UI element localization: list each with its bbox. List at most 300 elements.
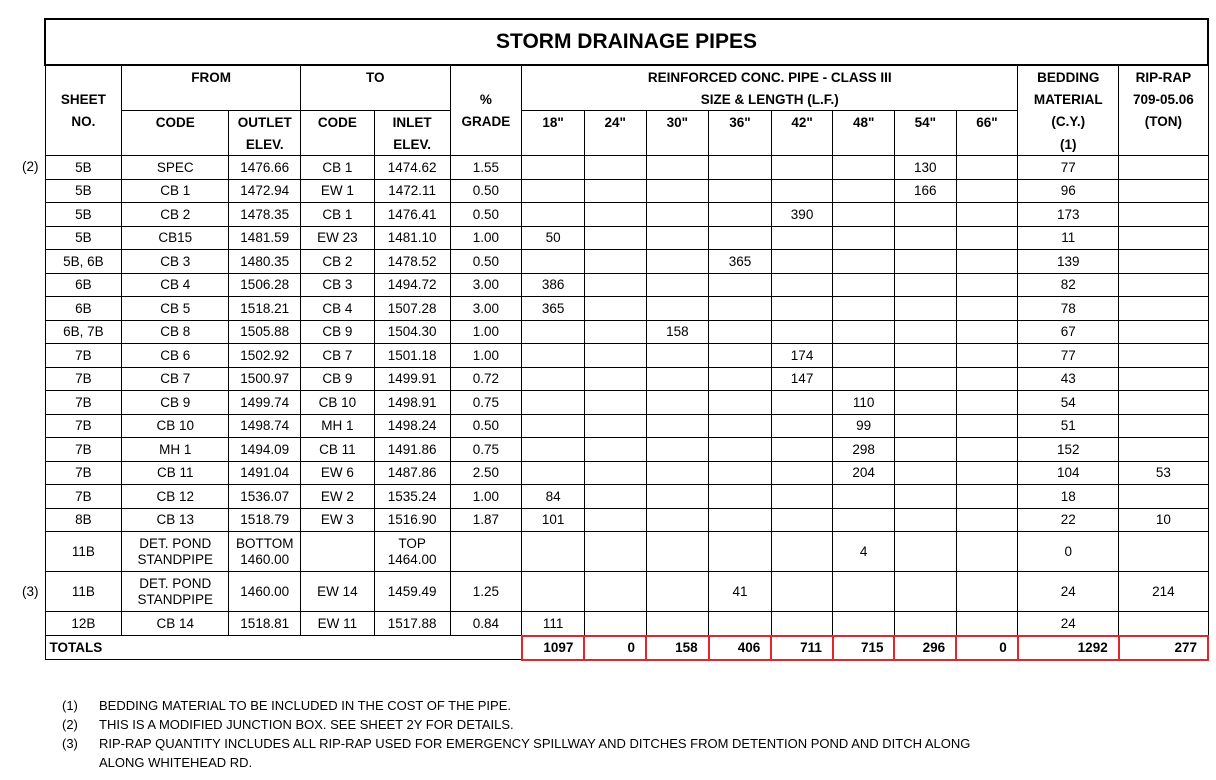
row-marker: (3) [22,583,39,599]
from-code-cell: CB 14 [122,612,229,636]
pipe-length-30 [646,250,709,274]
to-code-cell: CB 1 [301,156,375,180]
to-code-cell: CB 10 [301,391,375,415]
header-riprap-2: 709-05.06 [1119,88,1208,111]
pipe-length-18 [522,414,585,438]
sheet-cell: 11B [45,532,122,572]
pipe-length-54 [894,612,956,636]
table-row [45,297,1208,321]
table-row [45,156,1208,180]
bedding-cell: 18 [1018,485,1119,509]
cell-line: BOTTOM [235,535,294,551]
from-code-cell: CB 3 [122,250,229,274]
pipe-length-54 [894,297,956,321]
pipe-length-18: 101 [522,508,585,532]
sheet-cell: 5B [45,203,122,227]
pipe-length-18 [522,179,585,203]
footnote [62,696,970,715]
bedding-cell: 139 [1018,250,1119,274]
pipe-length-42 [771,250,833,274]
header-size-blank [709,133,772,156]
pipe-length-48: 4 [833,532,895,572]
pipe-length-66 [956,572,1018,612]
outlet-elev-cell: 1460.00 [229,572,301,612]
header-size-36: 36" [709,111,772,134]
to-code-cell: EW 23 [301,226,375,250]
inlet-elev-cell: 1481.10 [374,226,450,250]
pipe-length-48 [833,273,895,297]
pipe-length-66 [956,273,1018,297]
pipe-length-42 [771,572,833,612]
sheet-cell: 8B [45,508,122,532]
inlet-elev-cell: 1498.91 [374,391,450,415]
pipe-length-30 [646,438,709,462]
to-code-cell: CB 7 [301,344,375,368]
pipe-length-66 [956,226,1018,250]
outlet-elev-cell: 1536.07 [229,485,301,509]
header-riprap-3: (TON) [1119,111,1208,134]
row-marker: (2) [22,159,39,175]
header-size-24: 24" [584,111,646,134]
pipe-length-48 [833,572,895,612]
pipe-length-42 [771,438,833,462]
pipe-length-24 [584,438,646,462]
pipe-length-48 [833,250,895,274]
pipe-length-54 [894,250,956,274]
outlet-elev-cell: 1500.97 [229,367,301,391]
pipe-length-42 [771,226,833,250]
grade-cell: 3.00 [450,273,522,297]
pipe-length-42 [771,391,833,415]
from-code-cell: CB 11 [122,461,229,485]
from-code-cell: CB 7 [122,367,229,391]
header-bedding-2: MATERIAL [1018,88,1119,111]
sheet-cell: 7B [45,461,122,485]
pipe-length-48 [833,226,895,250]
table-row [45,391,1208,415]
from-code-cell: CB 8 [122,320,229,344]
table-row [45,344,1208,368]
pipe-length-36 [709,508,772,532]
outlet-elev-cell: 1518.79 [229,508,301,532]
sheet-cell: 5B [45,226,122,250]
from-code-cell: CB 6 [122,344,229,368]
footnote-text: RIP-RAP QUANTITY INCLUDES ALL RIP-RAP USED FOR EMERGENCY SPILLWAY AND DITCHES FROM DETENTION POND AND DITCH ALONG [99,736,971,751]
grade-cell: 2.50 [450,461,522,485]
cell-line: TOP [398,535,426,551]
to-code-cell: CB 11 [301,438,375,462]
pipe-length-30: 158 [646,320,709,344]
footnote [62,734,970,753]
table-row [45,572,1208,612]
pipe-length-48 [833,203,895,227]
pipe-length-48 [833,179,895,203]
header-size-30: 30" [646,111,709,134]
pipe-length-42: 390 [771,203,833,227]
pipe-length-36 [709,391,772,415]
pipe-length-36 [709,532,772,572]
pipe-length-18: 386 [522,273,585,297]
pipe-length-42 [771,179,833,203]
pipe-length-36 [709,320,772,344]
grade-cell [450,532,522,572]
table-row [45,508,1208,532]
header-size-66: 66" [956,111,1018,134]
outlet-elev-cell: 1502.92 [229,344,301,368]
pipe-length-42: 147 [771,367,833,391]
pipe-length-54 [894,273,956,297]
pipe-length-54 [894,572,956,612]
cell-line: DET. POND [139,535,212,551]
footnote [62,715,970,734]
riprap-cell [1119,156,1208,180]
header-riprap-1: RIP-RAP [1119,65,1208,88]
pipe-length-24 [584,250,646,274]
cell-line: STANDPIPE [137,551,214,567]
riprap-cell [1119,438,1208,462]
grade-cell: 1.00 [450,320,522,344]
pipe-length-66 [956,485,1018,509]
total-36: 406 [709,636,772,660]
inlet-elev-cell: 1474.62 [374,156,450,180]
table-row [45,226,1208,250]
pipe-length-18 [522,572,585,612]
pipe-length-48 [833,156,895,180]
header-size-54: 54" [894,111,956,134]
inlet-elev-cell: 1476.41 [374,203,450,227]
from-code-cell: CB 5 [122,297,229,321]
pipe-length-36 [709,297,772,321]
to-code-cell: EW 14 [301,572,375,612]
pipe-length-66 [956,461,1018,485]
pipe-length-18 [522,344,585,368]
grade-cell: 1.87 [450,508,522,532]
riprap-cell [1119,320,1208,344]
grade-cell: 1.00 [450,485,522,509]
header-riprap-blank [1119,133,1208,156]
total-24: 0 [584,636,646,660]
riprap-cell [1119,250,1208,274]
pipe-length-30 [646,485,709,509]
cell-line: DET. POND [139,575,212,591]
pipe-length-24 [584,297,646,321]
bedding-cell: 173 [1018,203,1119,227]
header-outlet-elev: ELEV. [229,133,301,156]
sheet-cell: 6B [45,297,122,321]
pipe-length-42: 174 [771,344,833,368]
from-code-cell: CB 12 [122,485,229,509]
pipe-length-54 [894,203,956,227]
pipe-length-36 [709,461,772,485]
bedding-cell: 0 [1018,532,1119,572]
grade-cell: 0.50 [450,179,522,203]
bedding-cell: 78 [1018,297,1119,321]
header-no: NO. [45,111,122,134]
pipe-length-42 [771,485,833,509]
riprap-cell [1119,414,1208,438]
header-rcp-line2: SIZE & LENGTH (L.F.) [522,88,1018,111]
pipe-length-48 [833,320,895,344]
outlet-elev-cell: 1472.94 [229,179,301,203]
footnote-number: (1) [62,698,78,713]
pipe-length-66 [956,297,1018,321]
inlet-elev-cell: 1494.72 [374,273,450,297]
grade-cell: 0.50 [450,203,522,227]
riprap-cell [1119,485,1208,509]
pipe-length-66 [956,156,1018,180]
footnote-number: (3) [62,736,78,751]
header-from-code: CODE [122,111,229,134]
pipe-length-30 [646,572,709,612]
footnote-text: THIS IS A MODIFIED JUNCTION BOX. SEE SHEET 2Y FOR DETAILS. [99,717,514,732]
riprap-cell: 214 [1119,572,1208,612]
pipe-length-48 [833,508,895,532]
inlet-elev-cell [374,532,450,572]
from-code-cell: CB 9 [122,391,229,415]
header-percent: % [450,88,522,111]
pipe-length-24 [584,156,646,180]
inlet-elev-cell: 1498.24 [374,414,450,438]
pipe-length-48 [833,367,895,391]
to-code-cell: CB 9 [301,367,375,391]
pipe-length-66 [956,367,1018,391]
outlet-elev-cell: 1494.09 [229,438,301,462]
pipe-length-36: 41 [709,572,772,612]
pipe-length-24 [584,367,646,391]
pipe-length-36 [709,438,772,462]
pipe-length-30 [646,508,709,532]
total-18: 1097 [522,636,585,660]
bedding-cell: 24 [1018,612,1119,636]
header-inlet: INLET [374,111,450,134]
pipe-length-30 [646,179,709,203]
table-row [45,203,1208,227]
to-code-cell: CB 1 [301,203,375,227]
header-size-blank [956,133,1018,156]
pipe-length-54 [894,226,956,250]
pipe-length-66 [956,344,1018,368]
pipe-length-48: 110 [833,391,895,415]
bedding-cell: 77 [1018,344,1119,368]
header-grade-blank-2 [450,133,522,156]
header-to-code-blank [301,133,375,156]
pipe-length-54 [894,532,956,572]
pipe-length-18 [522,156,585,180]
bedding-cell: 96 [1018,179,1119,203]
pipe-length-24 [584,485,646,509]
to-code-cell: EW 1 [301,179,375,203]
total-48: 715 [833,636,895,660]
inlet-elev-cell: 1517.88 [374,612,450,636]
inlet-elev-cell: 1459.49 [374,572,450,612]
pipe-length-42 [771,414,833,438]
header-size-48: 48" [833,111,895,134]
sheet-cell: 6B, 7B [45,320,122,344]
outlet-elev-cell: 1499.74 [229,391,301,415]
bedding-cell: 82 [1018,273,1119,297]
pipe-length-24 [584,612,646,636]
pipe-length-66 [956,203,1018,227]
pipe-length-36 [709,485,772,509]
sheet-cell: 5B [45,156,122,180]
table-row [45,438,1208,462]
pipe-length-18 [522,438,585,462]
bedding-cell: 22 [1018,508,1119,532]
bedding-cell: 152 [1018,438,1119,462]
from-code-cell: CB 2 [122,203,229,227]
pipe-length-24 [584,203,646,227]
from-code-cell: CB15 [122,226,229,250]
riprap-cell [1119,344,1208,368]
footnotes [62,696,970,772]
outlet-elev-cell: 1505.88 [229,320,301,344]
storm-drainage-sheet [44,18,1209,661]
outlet-elev-cell: 1480.35 [229,250,301,274]
pipe-length-54: 166 [894,179,956,203]
sheet-cell: 5B [45,179,122,203]
pipe-length-54 [894,320,956,344]
sheet-cell: 12B [45,612,122,636]
pipe-length-48 [833,297,895,321]
pipe-length-24 [584,461,646,485]
from-code-cell [122,532,229,572]
pipe-length-54 [894,344,956,368]
totals-row [45,636,1208,660]
sheet-cell: 7B [45,367,122,391]
bedding-cell: 77 [1018,156,1119,180]
pipe-length-30 [646,156,709,180]
pipe-length-18 [522,320,585,344]
pipe-length-48: 298 [833,438,895,462]
outlet-elev-cell: 1481.59 [229,226,301,250]
cell-line: STANDPIPE [137,591,214,607]
pipe-length-66 [956,532,1018,572]
grade-cell: 1.00 [450,344,522,368]
pipe-length-30 [646,414,709,438]
from-code-cell: CB 10 [122,414,229,438]
pipe-length-18: 365 [522,297,585,321]
pipe-length-66 [956,320,1018,344]
pipe-length-42 [771,273,833,297]
grade-cell: 0.50 [450,250,522,274]
total-bedding: 1292 [1018,636,1119,660]
header-outlet: OUTLET [229,111,301,134]
header-size-42: 42" [771,111,833,134]
to-code-cell: EW 11 [301,612,375,636]
header-to: TO [301,65,451,88]
inlet-elev-cell: 1472.11 [374,179,450,203]
riprap-cell [1119,367,1208,391]
pipe-length-48: 204 [833,461,895,485]
table-row [45,250,1208,274]
outlet-elev-cell: 1478.35 [229,203,301,227]
footnote-number: (2) [62,717,78,732]
pipe-length-66 [956,612,1018,636]
bedding-cell: 24 [1018,572,1119,612]
header-no-blank [45,133,122,156]
total-54: 296 [894,636,956,660]
header-grade-blank [450,65,522,88]
bedding-cell: 54 [1018,391,1119,415]
inlet-elev-cell: 1535.24 [374,485,450,509]
header-to-blank [301,88,451,111]
grade-cell: 0.72 [450,367,522,391]
grade-cell: 0.75 [450,391,522,415]
sheet-cell: 6B [45,273,122,297]
total-riprap: 277 [1119,636,1208,660]
inlet-elev-cell: 1504.30 [374,320,450,344]
pipe-length-66 [956,414,1018,438]
pipe-length-36 [709,156,772,180]
total-66: 0 [956,636,1018,660]
header-sheet-blank [45,65,122,88]
outlet-elev-cell: 1518.81 [229,612,301,636]
storm-drainage-table [44,18,1209,661]
pipe-length-36 [709,226,772,250]
grade-cell: 0.50 [450,414,522,438]
header-from: FROM [122,65,301,88]
pipe-length-36 [709,179,772,203]
to-code-cell: EW 2 [301,485,375,509]
total-42: 711 [771,636,833,660]
pipe-length-24 [584,508,646,532]
pipe-length-24 [584,179,646,203]
pipe-length-36 [709,273,772,297]
from-code-cell: CB 13 [122,508,229,532]
table-row [45,461,1208,485]
header-rcp-line1: REINFORCED CONC. PIPE - CLASS III [522,65,1018,88]
header-bedding-3: (C.Y.) [1018,111,1119,134]
pipe-length-54 [894,508,956,532]
table-row [45,320,1208,344]
grade-cell: 1.00 [450,226,522,250]
pipe-length-66 [956,438,1018,462]
pipe-length-24 [584,344,646,368]
from-code-cell: CB 1 [122,179,229,203]
header-size-blank [771,133,833,156]
pipe-length-66 [956,250,1018,274]
outlet-elev-cell: 1476.66 [229,156,301,180]
sheet-cell: 7B [45,344,122,368]
pipe-length-42 [771,532,833,572]
outlet-elev-cell: 1518.21 [229,297,301,321]
header-grade: GRADE [450,111,522,134]
table-row [45,367,1208,391]
pipe-length-30 [646,203,709,227]
to-code-cell [301,532,375,572]
riprap-cell [1119,273,1208,297]
pipe-length-42 [771,508,833,532]
bedding-cell: 67 [1018,320,1119,344]
riprap-cell: 53 [1119,461,1208,485]
pipe-length-18 [522,532,585,572]
pipe-length-30 [646,273,709,297]
pipe-length-18: 84 [522,485,585,509]
header-from-code-blank [122,133,229,156]
pipe-length-18: 50 [522,226,585,250]
pipe-length-54 [894,391,956,415]
pipe-length-66 [956,508,1018,532]
header-bedding-4: (1) [1018,133,1119,156]
outlet-elev-cell: 1491.04 [229,461,301,485]
footnote-continuation: ALONG WHITEHEAD RD. [99,755,253,770]
header-size-blank [894,133,956,156]
pipe-length-24 [584,414,646,438]
pipe-length-30 [646,461,709,485]
inlet-elev-cell: 1516.90 [374,508,450,532]
total-30: 158 [646,636,709,660]
pipe-length-30 [646,612,709,636]
